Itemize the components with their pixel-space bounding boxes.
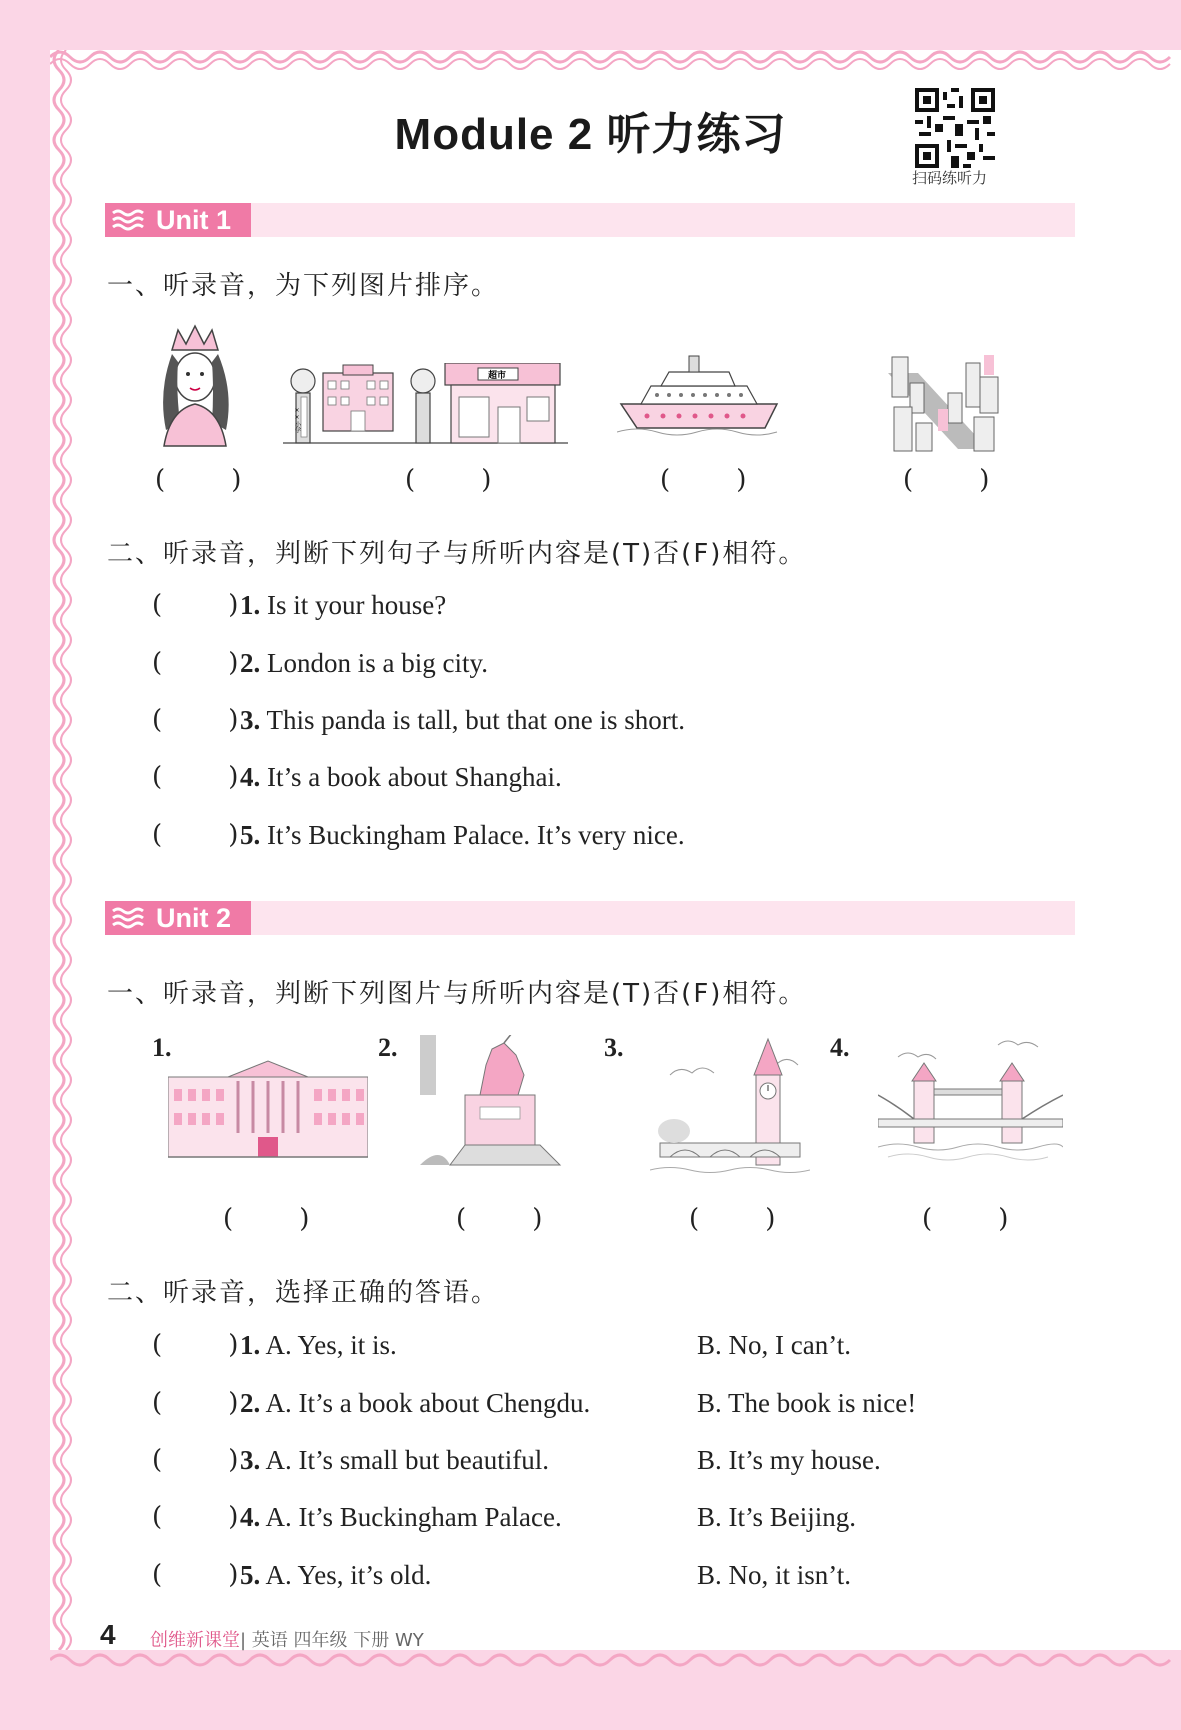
unit1-section2-title: 二、听录音，判断下列句子与所听内容是(T)否(F)相符。 bbox=[107, 539, 807, 569]
answer-blank[interactable]: ( ) bbox=[152, 820, 239, 850]
answer-blank[interactable]: ( ) bbox=[152, 1330, 239, 1360]
list-item bbox=[240, 705, 685, 736]
bottom-wave-border bbox=[50, 1650, 1181, 1680]
city-picture bbox=[888, 353, 1003, 453]
footer-book-info: | 英语 四年级 下册 WY bbox=[240, 1630, 424, 1651]
footer-brand: 创维新课堂 bbox=[150, 1630, 240, 1651]
top-wave-border bbox=[50, 42, 1181, 72]
list-item bbox=[240, 1560, 431, 1591]
wave-lines-icon bbox=[111, 209, 149, 231]
item-text: It’s Buckingham Palace. It’s very nice. bbox=[267, 820, 685, 850]
picture-number-1: 1. bbox=[152, 1033, 172, 1062]
unit2-pic2-answer-blank[interactable]: ( ) bbox=[456, 1204, 543, 1234]
big-ben-picture bbox=[650, 1035, 810, 1185]
list-item bbox=[240, 820, 685, 851]
item-text: London is a big city. bbox=[267, 648, 488, 678]
unit2-banner bbox=[105, 901, 1075, 935]
answer-blank[interactable]: ( ) bbox=[152, 648, 239, 678]
list-item bbox=[240, 648, 488, 679]
unit2-section1-title: 一、听录音，判断下列图片与所听内容是(T)否(F)相符。 bbox=[107, 979, 807, 1009]
answer-blank[interactable]: ( ) bbox=[152, 1445, 239, 1475]
item-number: 4. bbox=[240, 1502, 261, 1532]
school-sign: ××小学 bbox=[293, 407, 301, 433]
unit2-pic4-answer-blank[interactable]: ( ) bbox=[922, 1204, 1009, 1234]
item-number: 3. bbox=[240, 705, 261, 735]
unit2-section2-title: 二、听录音，选择正确的答语。 bbox=[107, 1278, 500, 1308]
palace-picture bbox=[168, 1055, 368, 1160]
unit1-pic3-answer-blank[interactable]: ( ) bbox=[660, 465, 747, 495]
answer-blank[interactable]: ( ) bbox=[152, 762, 239, 792]
option-a: A. It’s Buckingham Palace. bbox=[265, 1502, 562, 1532]
unit2-label: Unit 2 bbox=[156, 903, 232, 933]
picture-number-3: 3. bbox=[604, 1033, 624, 1062]
item-text: Is it your house? bbox=[267, 590, 447, 620]
wave-lines-icon bbox=[111, 907, 149, 929]
picture-number-2: 2. bbox=[378, 1033, 398, 1062]
item-number: 5. bbox=[240, 1560, 261, 1590]
option-a: A. Yes, it’s old. bbox=[265, 1560, 432, 1590]
footer-info bbox=[150, 1626, 424, 1652]
qr-code-icon[interactable] bbox=[915, 88, 995, 168]
list-item bbox=[240, 1330, 397, 1361]
list-item bbox=[240, 590, 446, 621]
school-and-supermarket-picture bbox=[283, 363, 568, 445]
option-a: A. Yes, it is. bbox=[265, 1330, 397, 1360]
item-text: It’s a book about Shanghai. bbox=[267, 762, 562, 792]
list-item bbox=[240, 1388, 590, 1419]
answer-blank[interactable]: ( ) bbox=[152, 590, 239, 620]
statue-picture bbox=[420, 1035, 580, 1175]
supermarket-sign: 超市 bbox=[488, 371, 507, 381]
answer-blank[interactable]: ( ) bbox=[152, 1560, 239, 1590]
unit2-pic3-answer-blank[interactable]: ( ) bbox=[689, 1204, 776, 1234]
item-number: 4. bbox=[240, 762, 261, 792]
item-number: 1. bbox=[240, 1330, 261, 1360]
item-number: 2. bbox=[240, 1388, 261, 1418]
answer-blank[interactable]: ( ) bbox=[152, 1502, 239, 1532]
tower-bridge-picture bbox=[878, 1035, 1063, 1185]
page-number: 4 bbox=[100, 1619, 116, 1650]
option-a: A. It’s small but beautiful. bbox=[265, 1445, 549, 1475]
picture-number-4: 4. bbox=[830, 1033, 850, 1062]
item-number: 3. bbox=[240, 1445, 261, 1475]
unit1-label: Unit 1 bbox=[156, 205, 232, 235]
option-b: B. It’s Beijing. bbox=[697, 1502, 857, 1532]
qr-caption: 扫码练听力 bbox=[912, 169, 988, 187]
answer-blank[interactable]: ( ) bbox=[152, 1388, 239, 1418]
option-b: B. The book is nice! bbox=[697, 1388, 917, 1418]
left-wave-border bbox=[44, 50, 74, 1650]
option-b: B. It’s my house. bbox=[697, 1445, 881, 1475]
option-b: B. No, I can’t. bbox=[697, 1330, 851, 1360]
ship-picture bbox=[617, 352, 787, 437]
queen-picture bbox=[150, 322, 240, 447]
unit2-pic1-answer-blank[interactable]: ( ) bbox=[223, 1204, 310, 1234]
list-item bbox=[240, 762, 562, 793]
list-item bbox=[240, 1502, 562, 1533]
unit1-section1-title: 一、听录音，为下列图片排序。 bbox=[107, 271, 500, 301]
item-number: 2. bbox=[240, 648, 261, 678]
option-b: B. No, it isn’t. bbox=[697, 1560, 852, 1590]
unit1-banner bbox=[105, 203, 1075, 237]
unit1-pic1-answer-blank[interactable]: ( ) bbox=[155, 465, 242, 495]
unit1-pic2-answer-blank[interactable]: ( ) bbox=[405, 465, 492, 495]
unit2-tag bbox=[105, 901, 251, 935]
item-number: 1. bbox=[240, 590, 261, 620]
page-title: Module 2 听力练习 bbox=[394, 110, 787, 159]
unit1-pic4-answer-blank[interactable]: ( ) bbox=[903, 465, 990, 495]
unit1-tag bbox=[105, 203, 251, 237]
item-number: 5. bbox=[240, 820, 261, 850]
list-item bbox=[240, 1445, 549, 1476]
option-a: A. It’s a book about Chengdu. bbox=[265, 1388, 591, 1418]
answer-blank[interactable]: ( ) bbox=[152, 705, 239, 735]
item-text: This panda is tall, but that one is short. bbox=[266, 705, 685, 735]
